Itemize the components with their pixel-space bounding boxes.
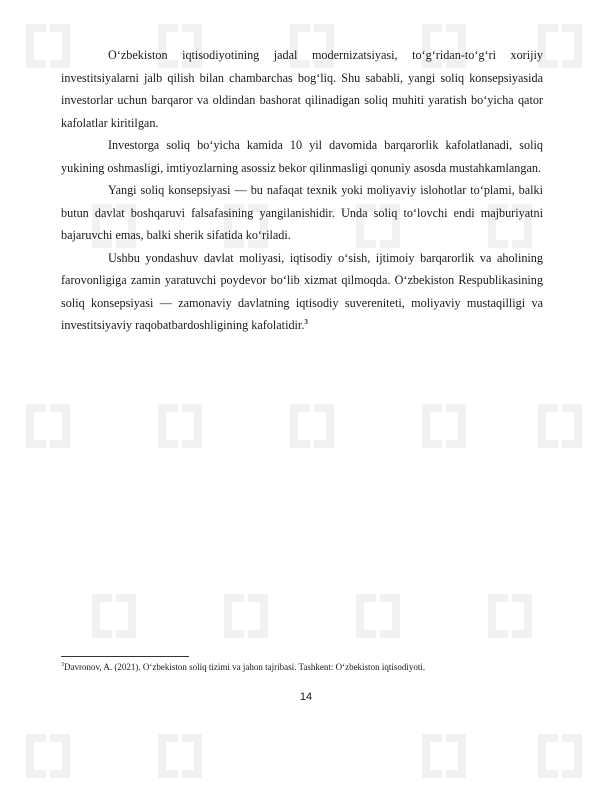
document-logo-icon [282, 400, 342, 452]
body-paragraph: Yangi soliq konsepsiyasi — bu nafaqat texnik yoki moliyaviy islohotlar to‘plami, balki butun davlat boshqaruvi falsafasining yangilanishidir. Unda soliq to‘lovchi endi majburiyatni bajaruvchi emas, balki sherik sifatida ko‘riladi. [61, 183, 543, 242]
document-body [61, 44, 543, 337]
paragraph-text: Ushbu yondashuv davlat moliyasi, iqtisodiy o‘sish, ijtimoiy barqarorlik va aholining farovonligiga zamin yaratuvchi poydevor bo‘lib xizmat qilmoqda. O‘zbekiston Respublikasining soliq konsepsiyasi — zamonaviy davlatning iqtisodiy suvereniteti, moliyaviy mustaqilligi va investitsiyaviy raqobatbardoshligining kafolatidir. [61, 250, 543, 332]
document-logo-icon [216, 590, 276, 642]
body-paragraph: Investorga soliq bo‘yicha kamida 10 yil davomida barqarorlik kafolatlanadi, soliq yukining oshmasligi, imtiyozlarning asossiz bekor qilinmasligi qonuniy asosda mustahkamlangan. [61, 138, 543, 175]
document-logo-icon [84, 590, 144, 642]
document-logo-icon [150, 730, 210, 782]
body-paragraph: O‘zbekiston iqtisodiyotining jadal modernizatsiyasi, to‘g‘ridan-to‘g‘ri xorijiy investitsiyalarni jalb qilish bilan chambarchas bog‘liq. Shu sababli, yangi soliq konsepsiyasida investorlar uchun barqaror va oldindan bashorat qilinadigan soliq muhiti yaratish bo‘yicha qator kafolatlar kiritilgan. [61, 48, 543, 130]
document-logo-icon [18, 400, 78, 452]
document-logo-icon [348, 590, 408, 642]
footnote-text: Davronov, A. (2021). O‘zbekiston soliq tizimi va jahon tajribasi. Tashkent: O‘zbekiston iqtisodiyoti. [64, 662, 426, 672]
footnote-separator [61, 656, 189, 657]
document-logo-icon [414, 730, 474, 782]
footnote-reference[interactable]: 3 [304, 317, 308, 326]
document-logo-icon [530, 400, 590, 452]
footnote-marker: 3 [61, 662, 64, 668]
document-logo-icon [150, 400, 210, 452]
document-logo-icon [530, 730, 590, 782]
document-logo-icon [18, 730, 78, 782]
footnote [61, 661, 543, 673]
body-paragraph-with-footnote [61, 247, 543, 337]
page-number: 14 [299, 691, 313, 703]
document-logo-icon [414, 400, 474, 452]
document-logo-icon [480, 590, 540, 642]
